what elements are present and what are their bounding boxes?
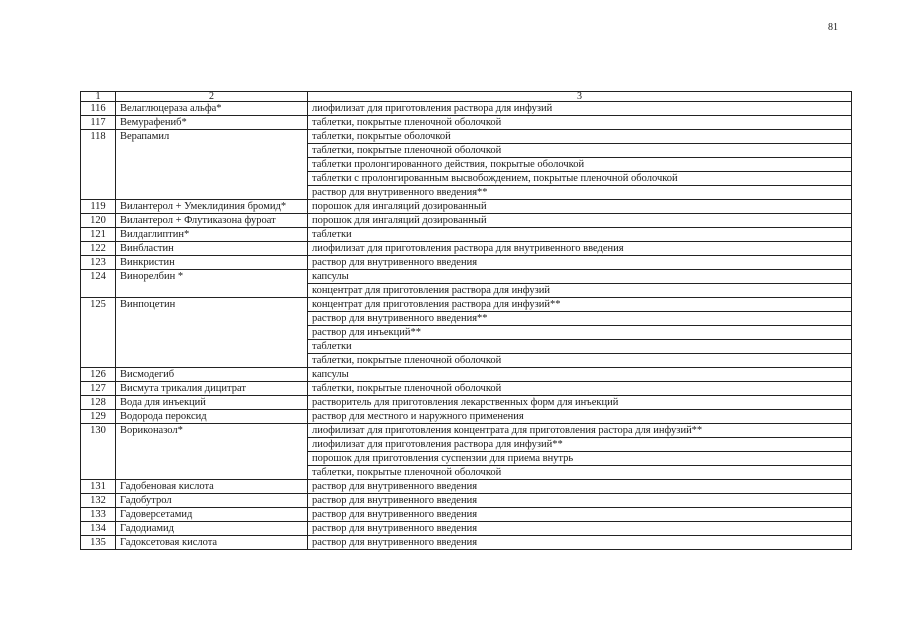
table-row xyxy=(81,368,852,382)
dosage-form: раствор для внутривенного введения** xyxy=(308,312,852,326)
dosage-form: раствор для внутривенного введения xyxy=(308,480,852,494)
dosage-form: раствор для внутривенного введения xyxy=(308,494,852,508)
table-row xyxy=(81,382,852,396)
drug-name: Винбластин xyxy=(116,242,308,256)
dosage-form: капсулы xyxy=(308,270,852,284)
column-header-2: 2 xyxy=(116,92,308,102)
table-header xyxy=(81,92,852,102)
row-number: 128 xyxy=(81,396,116,410)
dosage-form: растворитель для приготовления лекарственных форм для инъекций xyxy=(308,396,852,410)
table-row xyxy=(81,536,852,550)
column-header-1: 1 xyxy=(81,92,116,102)
drug-name: Гадоксетовая кислота xyxy=(116,536,308,550)
dosage-form: таблетки xyxy=(308,340,852,354)
table-body xyxy=(81,102,852,550)
dosage-form: порошок для ингаляций дозированный xyxy=(308,200,852,214)
row-number: 122 xyxy=(81,242,116,256)
drug-name: Гадодиамид xyxy=(116,522,308,536)
dosage-form: раствор для внутривенного введения xyxy=(308,536,852,550)
drug-name: Гадоверсетамид xyxy=(116,508,308,522)
dosage-form: таблетки, покрытые оболочкой xyxy=(308,130,852,144)
dosage-form: таблетки, покрытые пленочной оболочкой xyxy=(308,382,852,396)
row-number: 125 xyxy=(81,298,116,368)
row-number: 133 xyxy=(81,508,116,522)
drug-name: Висмута трикалия дицитрат xyxy=(116,382,308,396)
table-row xyxy=(81,200,852,214)
row-number: 120 xyxy=(81,214,116,228)
row-number: 135 xyxy=(81,536,116,550)
dosage-form: раствор для внутривенного введения** xyxy=(308,186,852,200)
drug-name: Винпоцетин xyxy=(116,298,308,368)
dosage-form: таблетки, покрытые пленочной оболочкой xyxy=(308,354,852,368)
row-number: 121 xyxy=(81,228,116,242)
dosage-form: раствор для инъекций** xyxy=(308,326,852,340)
row-number: 132 xyxy=(81,494,116,508)
table-row xyxy=(81,424,852,438)
row-number: 124 xyxy=(81,270,116,298)
drug-name: Вемурафениб* xyxy=(116,116,308,130)
table-row xyxy=(81,508,852,522)
dosage-form: концентрат для приготовления раствора для инфузий xyxy=(308,284,852,298)
dosage-form: таблетки, покрытые пленочной оболочкой xyxy=(308,466,852,480)
table-row xyxy=(81,228,852,242)
row-number: 127 xyxy=(81,382,116,396)
drug-name: Вода для инъекций xyxy=(116,396,308,410)
dosage-form: концентрат для приготовления раствора для инфузий** xyxy=(308,298,852,312)
drug-name: Вилантерол + Флутиказона фуроат xyxy=(116,214,308,228)
dosage-form: таблетки, покрытые пленочной оболочкой xyxy=(308,144,852,158)
row-number: 134 xyxy=(81,522,116,536)
dosage-form: лиофилизат для приготовления концентрата для приготовления растора для инфузий** xyxy=(308,424,852,438)
row-number: 118 xyxy=(81,130,116,200)
dosage-form: раствор для внутривенного введения xyxy=(308,508,852,522)
drug-name: Гадобутрол xyxy=(116,494,308,508)
drug-name: Вориконазол* xyxy=(116,424,308,480)
row-number: 130 xyxy=(81,424,116,480)
dosage-form: лиофилизат для приготовления раствора для инфузий xyxy=(308,102,852,116)
table-row xyxy=(81,214,852,228)
page-number: 81 xyxy=(828,22,838,33)
drug-name: Винорелбин * xyxy=(116,270,308,298)
drug-name: Висмодегиб xyxy=(116,368,308,382)
drug-name: Водорода пероксид xyxy=(116,410,308,424)
table-row xyxy=(81,242,852,256)
drug-name: Вилантерол + Умеклидиния бромид* xyxy=(116,200,308,214)
table-row xyxy=(81,102,852,116)
row-number: 131 xyxy=(81,480,116,494)
dosage-form: таблетки с пролонгированным высвобождением, покрытые пленочной оболочкой xyxy=(308,172,852,186)
dosage-form: капсулы xyxy=(308,368,852,382)
dosage-form: лиофилизат для приготовления раствора для инфузий** xyxy=(308,438,852,452)
dosage-form: лиофилизат для приготовления раствора для внутривенного введения xyxy=(308,242,852,256)
row-number: 116 xyxy=(81,102,116,116)
dosage-form: раствор для внутривенного введения xyxy=(308,522,852,536)
table-row xyxy=(81,522,852,536)
drug-name: Гадобеновая кислота xyxy=(116,480,308,494)
table-row xyxy=(81,494,852,508)
table-row xyxy=(81,270,852,284)
table-row xyxy=(81,256,852,270)
dosage-form: раствор для местного и наружного применения xyxy=(308,410,852,424)
row-number: 126 xyxy=(81,368,116,382)
dosage-form: раствор для внутривенного введения xyxy=(308,256,852,270)
column-header-3: 3 xyxy=(308,92,852,102)
dosage-form: порошок для ингаляций дозированный xyxy=(308,214,852,228)
dosage-form: таблетки, покрытые пленочной оболочкой xyxy=(308,116,852,130)
dosage-form: таблетки пролонгированного действия, покрытые оболочкой xyxy=(308,158,852,172)
table-row xyxy=(81,396,852,410)
row-number: 129 xyxy=(81,410,116,424)
drug-name: Верапамил xyxy=(116,130,308,200)
dosage-form: порошок для приготовления суспензии для приема внутрь xyxy=(308,452,852,466)
drug-name: Вилдаглиптин* xyxy=(116,228,308,242)
table-row xyxy=(81,130,852,144)
dosage-form: таблетки xyxy=(308,228,852,242)
row-number: 117 xyxy=(81,116,116,130)
drug-name: Велаглюцераза альфа* xyxy=(116,102,308,116)
table-row xyxy=(81,298,852,312)
row-number: 123 xyxy=(81,256,116,270)
drug-name: Винкристин xyxy=(116,256,308,270)
table-row xyxy=(81,410,852,424)
row-number: 119 xyxy=(81,200,116,214)
table-row xyxy=(81,116,852,130)
drug-table xyxy=(80,91,852,550)
table-row xyxy=(81,480,852,494)
